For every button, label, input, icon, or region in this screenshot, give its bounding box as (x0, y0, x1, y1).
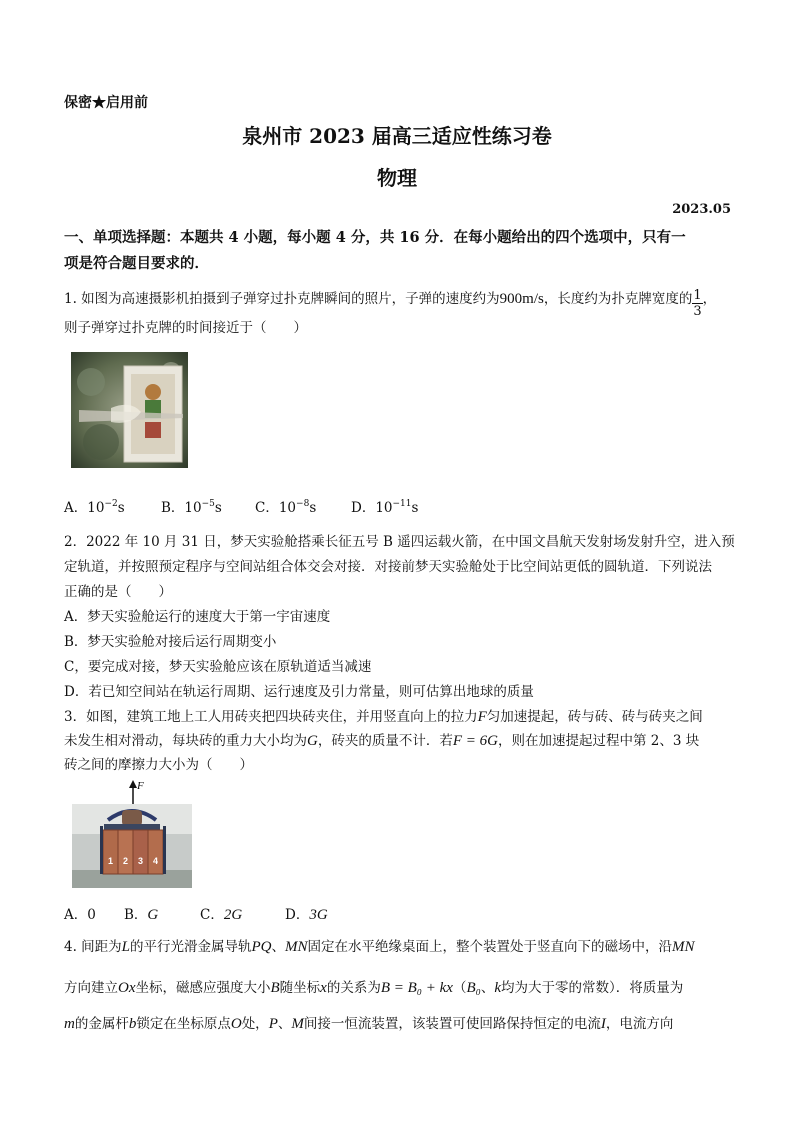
brick-3-label: 3 (137, 856, 144, 866)
q1-stem-line2: 则子弹穿过扑克牌的时间接近于（ ） (64, 320, 307, 336)
q3-option-d-label: D． (285, 907, 310, 923)
q3-option-d-value: 3G (309, 907, 328, 923)
q1-fraction (692, 288, 702, 319)
q4-var-k: k (494, 980, 502, 996)
q1-option-a-unit: s (117, 500, 125, 516)
q4-var-mn: MN (285, 939, 308, 955)
q3-stem-line3: 砖之间的摩擦力大小为（ ） (64, 757, 253, 773)
q4-var-b: B (270, 980, 280, 996)
q4-t14: 、 (277, 1016, 292, 1032)
q4-var-x: x (320, 980, 327, 996)
q4-t4: 方向建立 (64, 980, 118, 996)
confidential-label: 保密★启用前 (64, 95, 148, 111)
q4-t10: 均为大于零的常数）．将质量为 (501, 980, 684, 996)
q3-option-a-value: 0 (87, 907, 96, 923)
section-heading-line1: 一、单项选择题：本题共 4 小题，每小题 4 分，共 16 分．在每小题给出的四个选项中，只有一 (64, 229, 686, 246)
q1-option-d-base: 10 (375, 500, 393, 516)
q1-option-c-exp: −8 (296, 499, 310, 509)
q4-var-o: O (230, 1016, 242, 1032)
bullet-card-photo (71, 352, 188, 468)
q4-var-b0: B₀ (466, 980, 481, 996)
q4-stem-line1 (64, 935, 695, 956)
q4-stem-line2 (64, 976, 683, 997)
q3-equation: F = 6G (452, 733, 498, 749)
brick-4-label: 4 (152, 856, 159, 866)
q4-var-p: P (268, 1016, 278, 1032)
q2-option-a: A．梦天实验舱运行的速度大于第一宇宙速度 (64, 609, 331, 625)
q3-text-c: 未发生相对滑动，每块砖的重力大小均为 (64, 733, 307, 749)
q4-t6: 随坐标 (279, 980, 321, 996)
subject-title: 物理 (377, 166, 417, 190)
q3-var-f: F (477, 709, 487, 725)
q1-frac-num: 1 (693, 288, 702, 303)
q4-t11: 的金属杆 (74, 1016, 129, 1032)
q1-option-d-unit: s (411, 500, 419, 516)
q4-var-ox: Ox (118, 980, 136, 996)
q4-t1: 4. 间距为 (64, 939, 122, 955)
q3-text-d: ，砖夹的质量不计．若 (317, 733, 453, 749)
q1-option-d-exp: −11 (392, 499, 412, 509)
q4-var-pq: PQ (251, 939, 272, 955)
q1-text-a: 1. 如图为高速摄影机拍摄到子弹穿过扑克牌瞬间的照片，子弹的速度约为 (64, 291, 500, 307)
bricks-photo (72, 780, 192, 888)
q4-t12: 锁定在坐标原点 (136, 1016, 231, 1032)
q4-t2: 的平行光滑金属导轨 (130, 939, 252, 955)
q4-var-m-point: M (291, 1016, 304, 1032)
q4-t9: 、 (480, 980, 495, 996)
q4-t5: 坐标，磁感应强度大小 (135, 980, 271, 996)
q4-var-rod-b: b (128, 1016, 137, 1032)
q1-frac-den: 3 (693, 304, 702, 319)
exam-title: 泉州市 2023 届高三适应性练习卷 (242, 124, 552, 148)
q4-stem-line3 (64, 1012, 673, 1033)
q4-t7: 的关系为 (326, 980, 381, 996)
q1-option-d (351, 496, 418, 516)
q3-stem-line1 (64, 705, 703, 726)
q1-text-c: ， (702, 291, 717, 307)
q4-var-l: L (121, 939, 131, 955)
q1-option-a (64, 496, 125, 516)
q1-option-a-exp: −2 (104, 499, 118, 509)
q4-var-mn2: MN (672, 939, 695, 955)
q3-option-c-label: C． (200, 907, 224, 923)
q1-option-d-label: D． (351, 500, 376, 516)
q2-stem-line3: 正确的是（ ） (64, 584, 172, 600)
q3-stem-line2 (64, 729, 699, 750)
q1-option-c (255, 496, 316, 516)
q4-var-m: m (64, 1016, 75, 1032)
exam-date: 2023.05 (672, 202, 731, 217)
q4-t8: （ (452, 980, 467, 996)
q1-option-b-label: B． (161, 500, 185, 516)
q3-text-e: ，则在加速提起过程中第 2、3 块 (497, 733, 700, 749)
q3-option-a-label: A． (64, 907, 88, 923)
q4-sep1: 、 (271, 939, 286, 955)
q1-option-c-label: C． (255, 500, 279, 516)
q1-option-b-exp: −5 (201, 499, 215, 509)
q4-var-i: I (600, 1016, 606, 1032)
q1-option-b (161, 496, 222, 516)
q3-text-b: 匀加速提起，砖与砖、砖与砖夹之间 (486, 709, 703, 725)
q3-option-a (64, 903, 96, 923)
q1-option-a-base: 10 (87, 500, 105, 516)
q2-option-c: C，要完成对接，梦天实验舱应该在原轨道适当减速 (64, 659, 372, 675)
q1-option-c-unit: s (309, 500, 317, 516)
q1-speed: 900m/s (499, 291, 544, 307)
q4-t16: ，电流方向 (605, 1016, 674, 1032)
q4-equation: B = B₀ + kx (380, 980, 453, 996)
q1-option-a-label: A． (64, 500, 88, 516)
q1-option-b-unit: s (214, 500, 222, 516)
q2-option-d: D．若已知空间站在轨运行周期、运行速度及引力常量，则可估算出地球的质量 (64, 684, 534, 700)
q4-t3: 固定在水平绝缘桌面上，整个装置处于竖直向下的磁场中，沿 (307, 939, 673, 955)
q1-option-c-base: 10 (278, 500, 297, 516)
q3-text-a: 3．如图，建筑工地上工人用砖夹把四块砖夹住，并用竖直向上的拉力 (64, 709, 478, 725)
q3-option-d (285, 903, 328, 924)
section-heading-line2: 项是符合题目要求的． (64, 255, 209, 272)
q2-stem-line2: 定轨道，并按照预定程序与空间站组合体交会对接．对接前梦天实验舱处于比空间站更低的圆轨道．下列说法 (64, 559, 712, 575)
q3-option-b-label: B． (124, 907, 148, 923)
q2-stem-line1: 2．2022 年 10 月 31 日，梦天实验舱搭乘长征五号 B 遥四运载火箭，在中国文昌航天发射场发射升空，进入预 (64, 534, 735, 550)
brick-2-label: 2 (122, 856, 129, 866)
q3-option-c (200, 903, 242, 924)
q4-t13: 处， (241, 1016, 269, 1032)
brick-1-label: 1 (107, 856, 114, 866)
q3-var-g: G (307, 733, 318, 749)
q1-option-b-base: 10 (184, 500, 202, 516)
q1-stem-line1 (64, 287, 716, 319)
q3-fig-force-label: F (137, 780, 144, 792)
q4-t15: 间接一恒流装置，该装置可使回路保持恒定的电流 (303, 1016, 601, 1032)
q2-option-b: B．梦天实验舱对接后运行周期变小 (64, 634, 277, 650)
q3-option-b-value: G (147, 907, 159, 923)
q3-option-b (124, 903, 158, 924)
q3-option-c-value: 2G (223, 907, 243, 923)
q1-text-b: ，长度约为扑克牌宽度的 (543, 291, 693, 307)
